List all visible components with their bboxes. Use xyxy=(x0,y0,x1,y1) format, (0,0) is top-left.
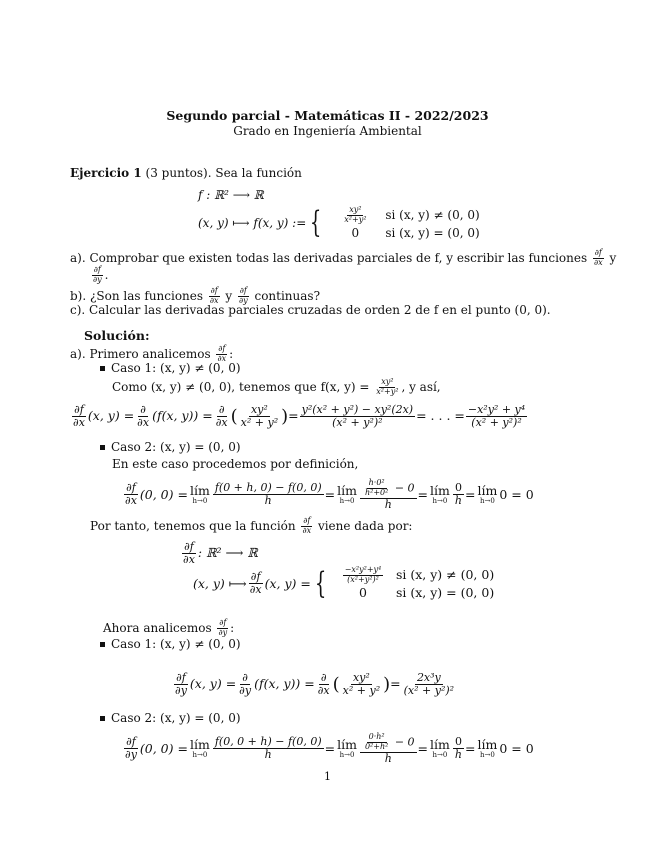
equation-partial-y: $\frac{\partial f}{\partial y}$ (x, y) = $\frac{\partial}{\partial y}$ (f(x, y)) = $\frac{\partial}{\partial x}$ ( $\frac{\text{xy²}}{\text{x² + y²}}$ ) = $\frac{\text{2x³y}}{\text{(x² + y²)²}}$ xyxy=(175,671,455,698)
dfx-map-text: : ℝ² ⟶ ℝ xyxy=(197,545,258,561)
document-title: Segundo parcial - Matemáticas II - 2022/2023 xyxy=(166,108,489,123)
question-b-prefix: b). ¿Son las funciones xyxy=(70,288,204,303)
therefore-text: Por tanto, tenemos que la función xyxy=(90,518,296,533)
bullet-icon xyxy=(100,716,105,721)
case1-text-pre: Como (x, y) ≠ (0, 0), tenemos que f(x, y) = xyxy=(112,379,370,394)
exercise-intro: Sea la función xyxy=(215,166,302,180)
case1-cond: si (x, y) ≠ (0, 0) xyxy=(385,208,480,223)
case2-cond: si (x, y) = (0, 0) xyxy=(385,225,480,240)
eq2-at: (0, 0) = xyxy=(139,486,188,502)
question-b-suffix: continuas? xyxy=(254,288,321,303)
solution-heading: Solución: xyxy=(84,328,150,343)
dfx-lhs: (x, y) ⟼ xyxy=(193,575,247,591)
document-subtitle: Grado en Ingeniería Ambiental xyxy=(233,124,422,138)
function-def-lhs: (x, y) ⟼ f(x, y) := xyxy=(198,215,307,230)
dfx-at: (x, y) = xyxy=(264,575,311,591)
function-cases: $\frac{\text{xy²}}{\text{x²+y²}}$ si (x, y) ≠ (0, 0) 0 si (x, y) = (0, 0) xyxy=(325,206,479,241)
therefore-line: Por tanto, tenemos que la función $\frac{\partial f}{\partial x}$ viene dada por: xyxy=(90,516,413,535)
exercise-label: Ejercicio 1 xyxy=(70,166,142,180)
case1-label: Caso 1: (x, y) ≠ (0, 0) xyxy=(111,361,241,375)
dfx-case2-cond: si (x, y) = (0, 0) xyxy=(395,584,495,600)
now-y-line: Ahora analicemos $\frac{\partial f}{\partial y}$ : xyxy=(103,618,235,637)
y-case2 xyxy=(100,711,241,727)
solution-case2 xyxy=(100,440,241,456)
equation-partial-x: $\frac{\partial f}{\partial x}$ (x, y) = $\frac{\partial}{\partial x}$ (f(x, y)) = $\frac{\partial}{\partial x}$ ( $\frac{\text{xy²}}{\text{x² + y²}}$ ) = $\frac{\text{y²(x² + y²) − xy²(2x)}}{\text{(x² + y²)²}}$ = . . . = $\frac{\text{−x²y² + y⁴}}{\text{(x² + y²)²}}$ xyxy=(73,403,526,430)
eq1-mid2: (f(x, y)) = xyxy=(152,408,213,424)
eq1-equals: = xyxy=(288,408,299,424)
therefore-post: viene dada por: xyxy=(317,518,413,533)
eq1-dots: = . . . = xyxy=(416,408,465,424)
case1-text-post: , y así, xyxy=(401,379,441,394)
dfx-case1-cond: si (x, y) ≠ (0, 0) xyxy=(395,566,495,582)
solution-a-intro-text: a). Primero analicemos xyxy=(70,346,211,361)
function-map-line: f : ℝ² ⟶ ℝ xyxy=(198,188,264,202)
exercise-points: (3 puntos). xyxy=(145,166,212,180)
dfx-map: $\frac{\partial f}{\partial x}$ : ℝ² ⟶ ℝ xyxy=(183,540,258,567)
case1-text: Como (x, y) ≠ (0, 0), tenemos que f(x, y) = $\frac{\text{xy²}}{\text{x²+y²}}$ , y así, xyxy=(112,377,441,396)
equation-def-x: $\frac{\partial f}{\partial x}$ (0, 0) = lím h→0 $\frac{f(0 + h, 0) - f(0, 0)}{h}$ = lím h→0 $\frac{\text{h·0²}}{\text{h²+0²}}$ − 0 h = lím h→0 $\frac{0}{h}$ = lím h→0 0 = 0 xyxy=(125,478,534,511)
question-b-and: y xyxy=(225,288,233,303)
y-case1 xyxy=(100,637,241,653)
question-b: b). ¿Son las funciones $\frac{\partial f}{\partial x}$ y $\frac{\partial f}{\partial y}$ continuas? xyxy=(70,286,321,305)
y-case1-label: Caso 1: (x, y) ≠ (0, 0) xyxy=(111,637,241,651)
page-number: 1 xyxy=(324,770,331,783)
equation-def-y: $\frac{\partial f}{\partial y}$ (0, 0) = lím h→0 $\frac{f(0, 0 + h) - f(0, 0)}{h}$ = lím h→0 $\frac{\text{0·h²}}{\text{0²+h²}}$ − 0 h = lím h→0 $\frac{0}{h}$ = lím h→0 0 = 0 xyxy=(125,732,534,765)
left-brace: { xyxy=(314,565,327,601)
left-brace: { xyxy=(310,205,322,241)
exercise-heading xyxy=(70,166,302,182)
case2-label: Caso 2: (x, y) = (0, 0) xyxy=(111,440,241,454)
solution-a-intro: a). Primero analicemos $\frac{\partial f}{\partial x}$ : xyxy=(70,344,234,363)
lim-sub: h→0 xyxy=(192,496,208,505)
bullet-icon xyxy=(100,366,105,371)
now-y-text: Ahora analicemos xyxy=(103,620,212,635)
question-a-text: a). Comprobar que existen todas las derivadas parciales de f, y escribir las funciones xyxy=(70,250,588,265)
case2-text: En este caso procedemos por definición, xyxy=(112,457,359,471)
function-definition xyxy=(198,206,480,241)
question-a: a). Comprobar que existen todas las derivadas parciales de f, y escribir las funciones $\frac{\partial f}{\partial x}$ y xyxy=(70,248,617,267)
eq1-mid1: (x, y) = xyxy=(87,408,135,424)
solution-case1 xyxy=(100,361,241,377)
question-a-cont: $\frac{\partial f}{\partial y}$ . xyxy=(93,265,109,284)
dfx-case2-val: 0 xyxy=(359,584,367,600)
bullet-icon xyxy=(100,642,105,647)
question-c: c). Calcular las derivadas parciales cruzadas de orden 2 de f en el punto (0, 0). xyxy=(70,303,551,317)
question-a-and: y xyxy=(609,250,617,265)
bullet-icon xyxy=(100,445,105,450)
y-case2-label: Caso 2: (x, y) = (0, 0) xyxy=(111,711,241,725)
dfx-definition: (x, y) ⟼ $\frac{\partial f}{\partial x}$ (x, y) = { $\frac{\text{−x²y²+y⁴}}{\text{(x²+y²)²}}$ si (x, y) ≠ (0, 0) 0 si (x, y) = (0, 0) xyxy=(193,565,495,601)
lim-label: lím xyxy=(189,483,210,499)
dfx-cases: $\frac{\text{−x²y²+y⁴}}{\text{(x²+y²)²}}$ si (x, y) ≠ (0, 0) 0 si (x, y) = (0, 0) xyxy=(330,566,494,601)
case2-val: 0 xyxy=(351,225,360,240)
eq3-denominator: (x² + y²)² xyxy=(403,684,455,698)
